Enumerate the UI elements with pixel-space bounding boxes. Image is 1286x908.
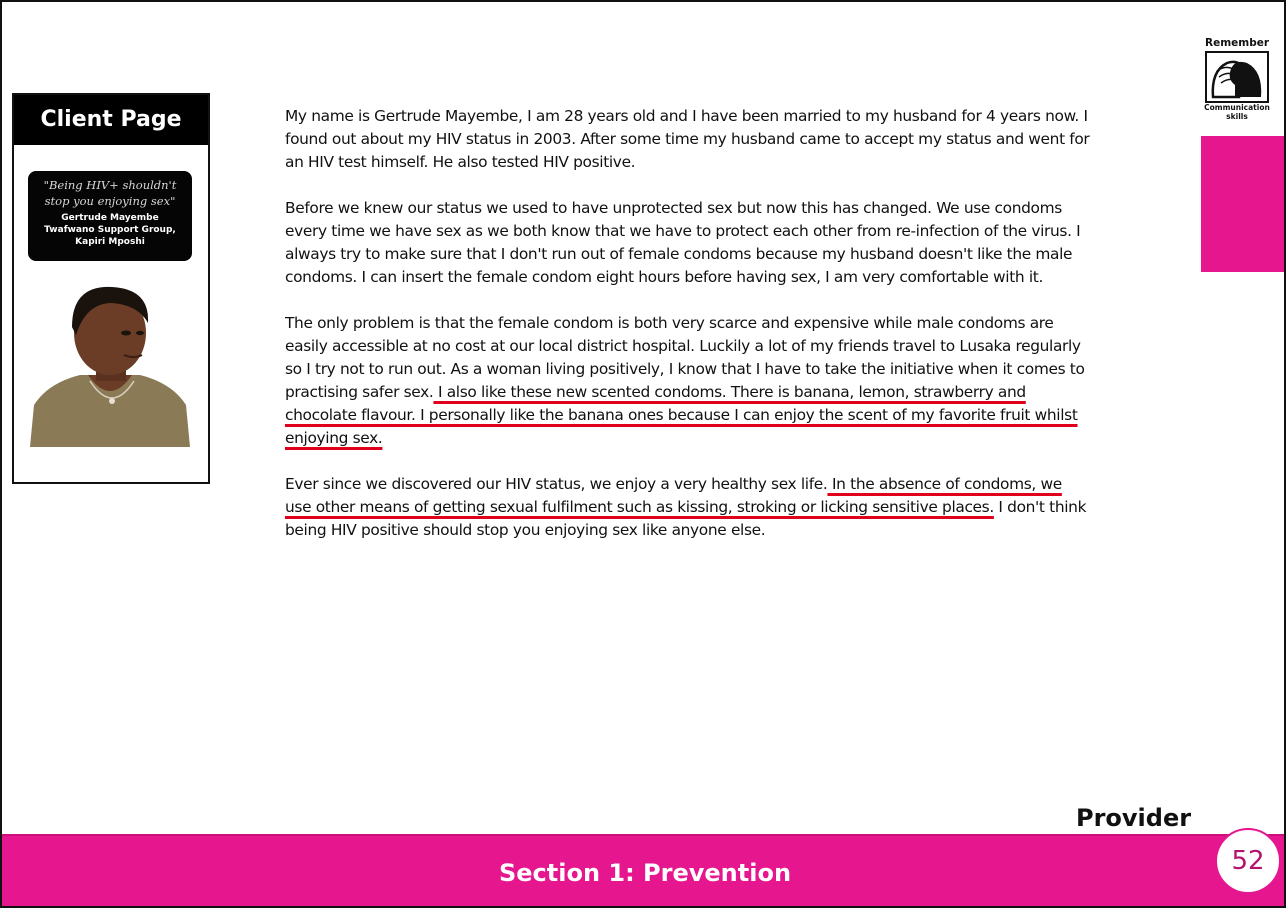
- quote-text: "Being HIV+ shouldn't stop you enjoying sex": [43, 178, 177, 208]
- quote-group: Twafwano Support Group,: [44, 225, 176, 235]
- paragraph-3-text: The only problem is that the female condom is both very scarce and expensive while male condoms are easily accessible at no cost at our local district hospital. Luckily a lot of my friends travel to Lusaka regularly so I try not to run out. As a woman living positively, I know that I have to take the initiative when it comes to practising safer sex.: [285, 314, 1085, 401]
- quote-attribution: [28, 212, 192, 248]
- paragraph-3: [285, 312, 1090, 450]
- paragraph-2: Before we knew our status we used to have unprotected sex but now this has changed. We use condoms every time we have sex as we both know that we have to protect each other from re-infection of the virus. I always try to make sure that I don't run out of female condoms because my husband doesn't like the male condoms. I can insert the female condom eight hours before having sex, I am very comfortable with it.: [285, 199, 1081, 286]
- paragraph-4-text-start: Ever since we discovered our HIV status, we enjoy a very healthy sex life.: [285, 475, 828, 493]
- section-tab: [1201, 136, 1284, 272]
- paragraph-3-underlined: I also like these new scented condoms. There is banana, lemon, strawberry and chocolate flavour. I personally like the banana ones because I can enjoy the scent of my favorite fruit whilst enjoying sex.: [285, 383, 1078, 447]
- portrait-photo: [28, 275, 192, 447]
- page-number: 52: [1215, 828, 1281, 894]
- footer-bar: [2, 834, 1284, 908]
- quote-name: Gertrude Mayembe: [61, 213, 159, 223]
- paragraph-4-text-end: I don't think being HIV positive should stop you enjoying sex like anyone else.: [285, 498, 1087, 539]
- paragraph-1: My name is Gertrude Mayembe, I am 28 years old and I have been married to my husband for 4 years now. I found out about my HIV status in 2003. After some time my husband came to accept my status and went for an HIV test himself. He also tested HIV positive.: [285, 107, 1090, 171]
- quote-box: [28, 171, 192, 261]
- remember-title: Remember: [1204, 37, 1270, 49]
- footer-section-title: Section 1: Prevention: [498, 859, 792, 887]
- talking-heads-icon: [1205, 51, 1269, 103]
- remember-caption: [1200, 103, 1274, 121]
- client-card: [12, 93, 210, 484]
- client-page-title: Client Page: [14, 95, 208, 145]
- paragraph-4-underlined: In the absence of condoms, we use other means of getting sexual fulfilment such as kissing, stroking or licking sensitive places.: [285, 475, 1062, 516]
- remember-badge: [1200, 37, 1274, 121]
- remember-caption-line2: skills: [1226, 112, 1248, 121]
- paragraph-4: [285, 473, 1090, 542]
- provider-label: Provider: [1076, 804, 1192, 832]
- body-text: [285, 105, 1090, 565]
- remember-caption-line1: Communication: [1204, 103, 1270, 112]
- quote-place: Kapiri Mposhi: [75, 237, 145, 247]
